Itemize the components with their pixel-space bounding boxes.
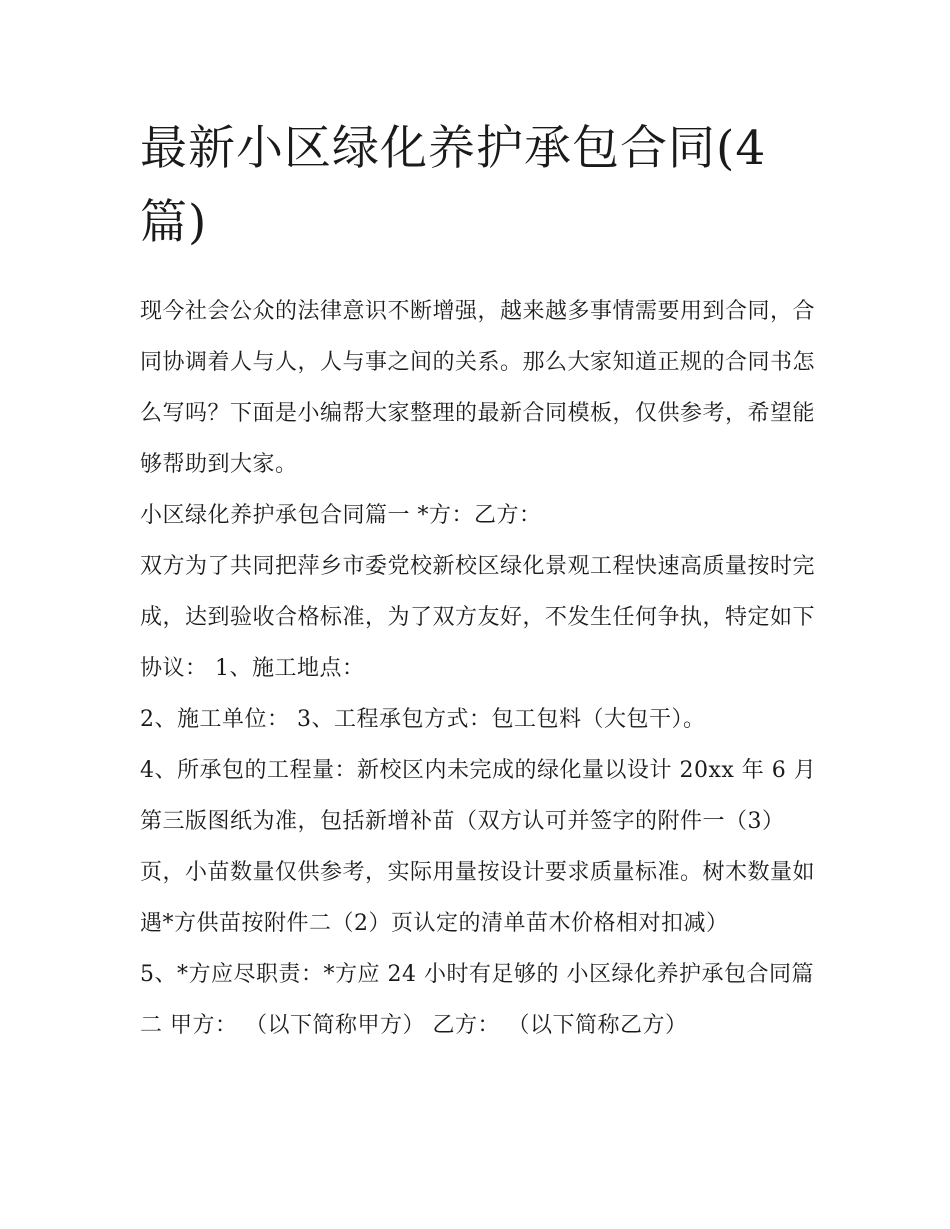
- paragraph-section-one-heading: 小区绿化养护承包合同篇一 *方：乙方：: [140, 503, 542, 528]
- paragraph-intro: 现今社会公众的法律意识不断增强，越来越多事情需要用到合同，合同协调着人与人，人与事之间的关系。那么大家知道正规的合同书怎么写吗？下面是小编帮大家整理的最新合同模板，仅供参考，希望能够帮助到大家。: [140, 299, 816, 477]
- document-page: [140, 112, 820, 1051]
- paragraph-duties: 5、*方应尽职责：*方应 24 小时有足够的 小区绿化养护承包合同篇二 甲方： （以下简称甲方） 乙方： （以下简称乙方）: [140, 962, 814, 1038]
- paragraph-agreement-purpose: 双方为了共同把萍乡市委党校新校区绿化景观工程快速高质量按时完成，达到验收合格标准，为了双方友好，不发生任何争执，特定如下协议： 1、施工地点：: [140, 554, 816, 681]
- document-title: 最新小区绿化养护承包合同(4篇): [140, 121, 767, 250]
- paragraph-workload: 4、所承包的工程量：新校区内未完成的绿化量以设计 20xx 年 6 月第三版图纸为准，包括新增补苗（双方认可并签字的附件一（3）页，小苗数量仅供参考，实际用量按设计要求质量标准。树木数量如遇*方供苗按附件二（2）页认定的清单苗木价格相对扣减）: [140, 758, 817, 936]
- document-body: [140, 286, 820, 1051]
- paragraph-construction-unit: 2、施工单位： 3、工程承包方式：包工包料（大包干）。: [140, 707, 706, 732]
